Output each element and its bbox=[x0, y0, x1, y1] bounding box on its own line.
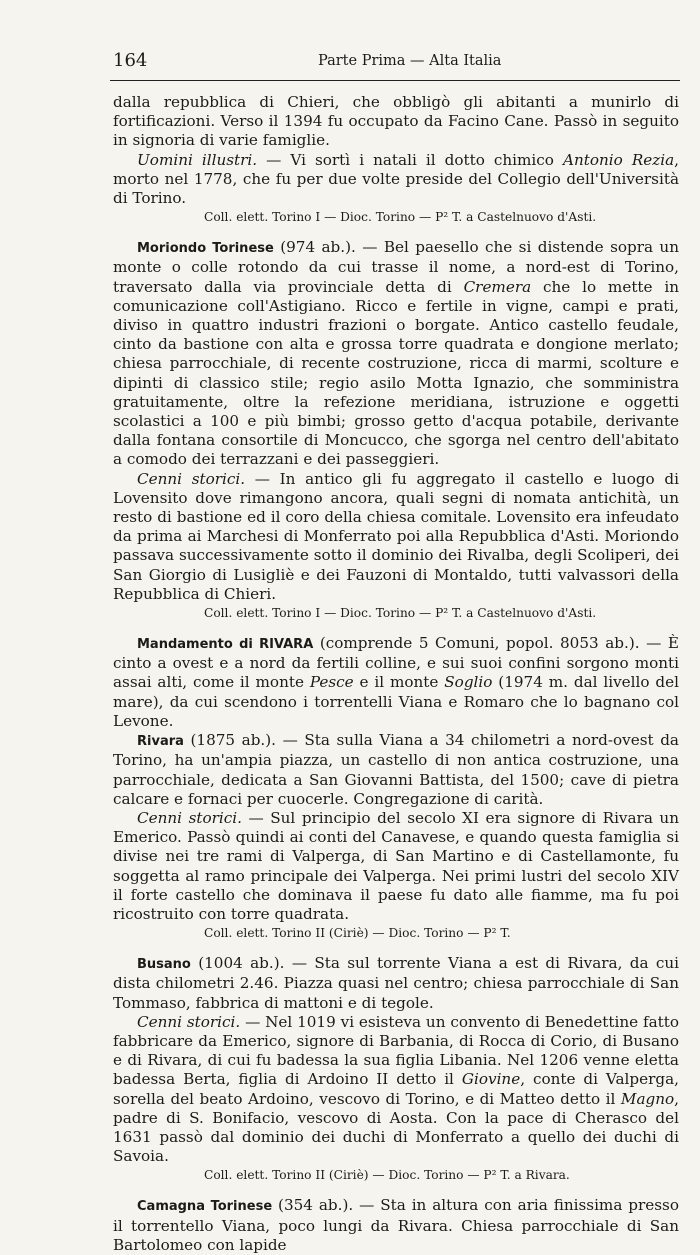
paragraph-cenni-storici: Cenni storici. — In antico gli fu aggregato il castello e luogo di Lovensito dove rimangono ancora, quali segni di nomata antichità, un resto di bastione ed il coro della chiesa comitale. Lovensito era infeudato da prima ai Marchesi di Monferrato poi alla Repubblica d'Asti. Moriondo passava successivamente sotto il dominio dei Rivalba, degli Scoliperi, dei San Giorgio di Lusigliè e dei Fauzoni di Montaldo, tutti valvassori della Repubblica di Chieri. bbox=[113, 469, 679, 603]
entry-title: Rivara bbox=[137, 734, 184, 750]
paragraph-chieri: dalla repubblica di Chieri, che obbligò gli abitanti a munirlo di fortificazioni. Verso il 1394 fu occupato da Facino Cane. Passò in seguito in signoria di varie famiglie. bbox=[113, 93, 679, 150]
entry-title: Busano bbox=[137, 957, 191, 973]
entry-title: Camagna Torinese bbox=[137, 1199, 273, 1215]
page-body bbox=[113, 93, 679, 1255]
entry-rivara: Rivara (1875 ab.). — Sta sulla Viana a 34 chilometri a nord-ovest da Torino, ha un'ampia piazza, un castello di non antica costruzione, una parrocchiale, dedicata a San Giovanni Battista, del 1500; cave di pietra calcare e fornaci per cuocerle. Congregazione di carità. bbox=[113, 731, 679, 808]
paragraph-cenni-storici: Cenni storici. — Nel 1019 vi esisteva un convento di Benedettine fatto fabbricare da Emerico, signore di Barbania, di Rocca di Corio, di Busano e di Rivara, di cui fu badessa la sua figlia Libania. Nel 1206 venne eletta badessa Berta, figlia di Ardoino II detto il Giovine, conte di Valperga, sorella del beato Ardoino, vescovo di Torino, e di Matteo detto il Magno, padre di S. Bonifacio, vescovo di Aosta. Con la pace di Cherasco del 1631 passò dal dominio dei duchi di Monferrato a quello dei duchi di Savoia. bbox=[113, 1012, 679, 1166]
collegio-line: Coll. elett. Torino II (Ciriè) — Dioc. Torino — P² T. bbox=[204, 926, 511, 941]
paragraph-cenni-storici: Cenni storici. — Sul principio del secolo XI era signore di Rivara un Emerico. Passò quindi ai conti del Canavese, e quando questa famiglia si divise nei tre rami di Valperga, di San Martino e di Castellamonte, fu soggetta al ramo principale dei Valperga. Nei primi lustri del secolo XIV il forte castello che dominava il paese fu dato alle fiamme, ma fu poi ricostruito con torre quadrata. bbox=[113, 808, 679, 923]
entry-moriondo: Moriondo Torinese (974 ab.). — Bel paesello che si distende sopra un monte o colle rotondo da cui trasse il nome, a nord-est di Torino, traversato dalla via provinciale detta di Cremera che lo mette in comunicazione coll'Astigiano. Ricco e fertile in vigne, campi e prati, diviso in quattro industri frazioni o borgate. Antico castello feudale, cinto da bastione con alta e grossa torre quadrata e dongione merlato; chiesa parrocchiale, di recente costruzione, ricca di marmi, scolture e dipinti di classico stile; regio asilo Motta Ignazio, che somministra gratuitamente, oltre la refezione meridiana, istruzione e oggetti scolastici a 100 e più bimbi; grosso getto d'acqua potabile, derivante dalla fontana consortile di Moncucco, che sgorga nel centro dell'abitato a comodo dei terrazzani e dei passeggieri. bbox=[113, 238, 679, 469]
page-number: 164 bbox=[113, 50, 148, 71]
collegio-line: Coll. elett. Torino I — Dioc. Torino — P² T. a Castelnuovo d'Asti. bbox=[204, 606, 597, 621]
header-rule bbox=[110, 80, 680, 81]
paragraph-uomini-illustri: Uomini illustri. — Vi sortì i natali il dotto chimico Antonio Rezia, morto nel 1778, che fu per due volte preside del Collegio dell'Università di Torino. bbox=[113, 150, 679, 208]
entry-mandamento-rivara: Mandamento di RIVARA (comprende 5 Comuni, popol. 8053 ab.). — È cinto a ovest e a nord da fertili colline, e sui suoi confini sorgono monti assai alti, come il monte Pesce e il monte Soglio (1974 m. dal livello del mare), da cui scendono i torrentelli Viana e Romaro che lo bagnano col Levone. bbox=[113, 634, 679, 730]
entry-title: Moriondo Torinese bbox=[137, 241, 274, 257]
entry-title: Mandamento di RIVARA bbox=[137, 637, 314, 653]
collegio-line: Coll. elett. Torino II (Ciriè) — Dioc. Torino — P² T. a Rivara. bbox=[204, 1168, 570, 1183]
collegio-line: Coll. elett. Torino I — Dioc. Torino — P² T. a Castelnuovo d'Asti. bbox=[204, 210, 597, 225]
page-header bbox=[0, 50, 700, 80]
entry-camagna: Camagna Torinese (354 ab.). — Sta in altura con aria finissima presso il torrentello Viana, poco lungi da Rivara. Chiesa parrocchiale di San Bartolomeo con lapide bbox=[113, 1196, 679, 1254]
entry-busano: Busano (1004 ab.). — Sta sul torrente Viana a est di Rivara, da cui dista chilometri 2.46. Piazza quasi nel centro; chiesa parrocchiale di San Tommaso, fabbrica di mattoni e di tegole. bbox=[113, 954, 679, 1012]
running-title: Parte Prima — Alta Italia bbox=[318, 53, 502, 69]
